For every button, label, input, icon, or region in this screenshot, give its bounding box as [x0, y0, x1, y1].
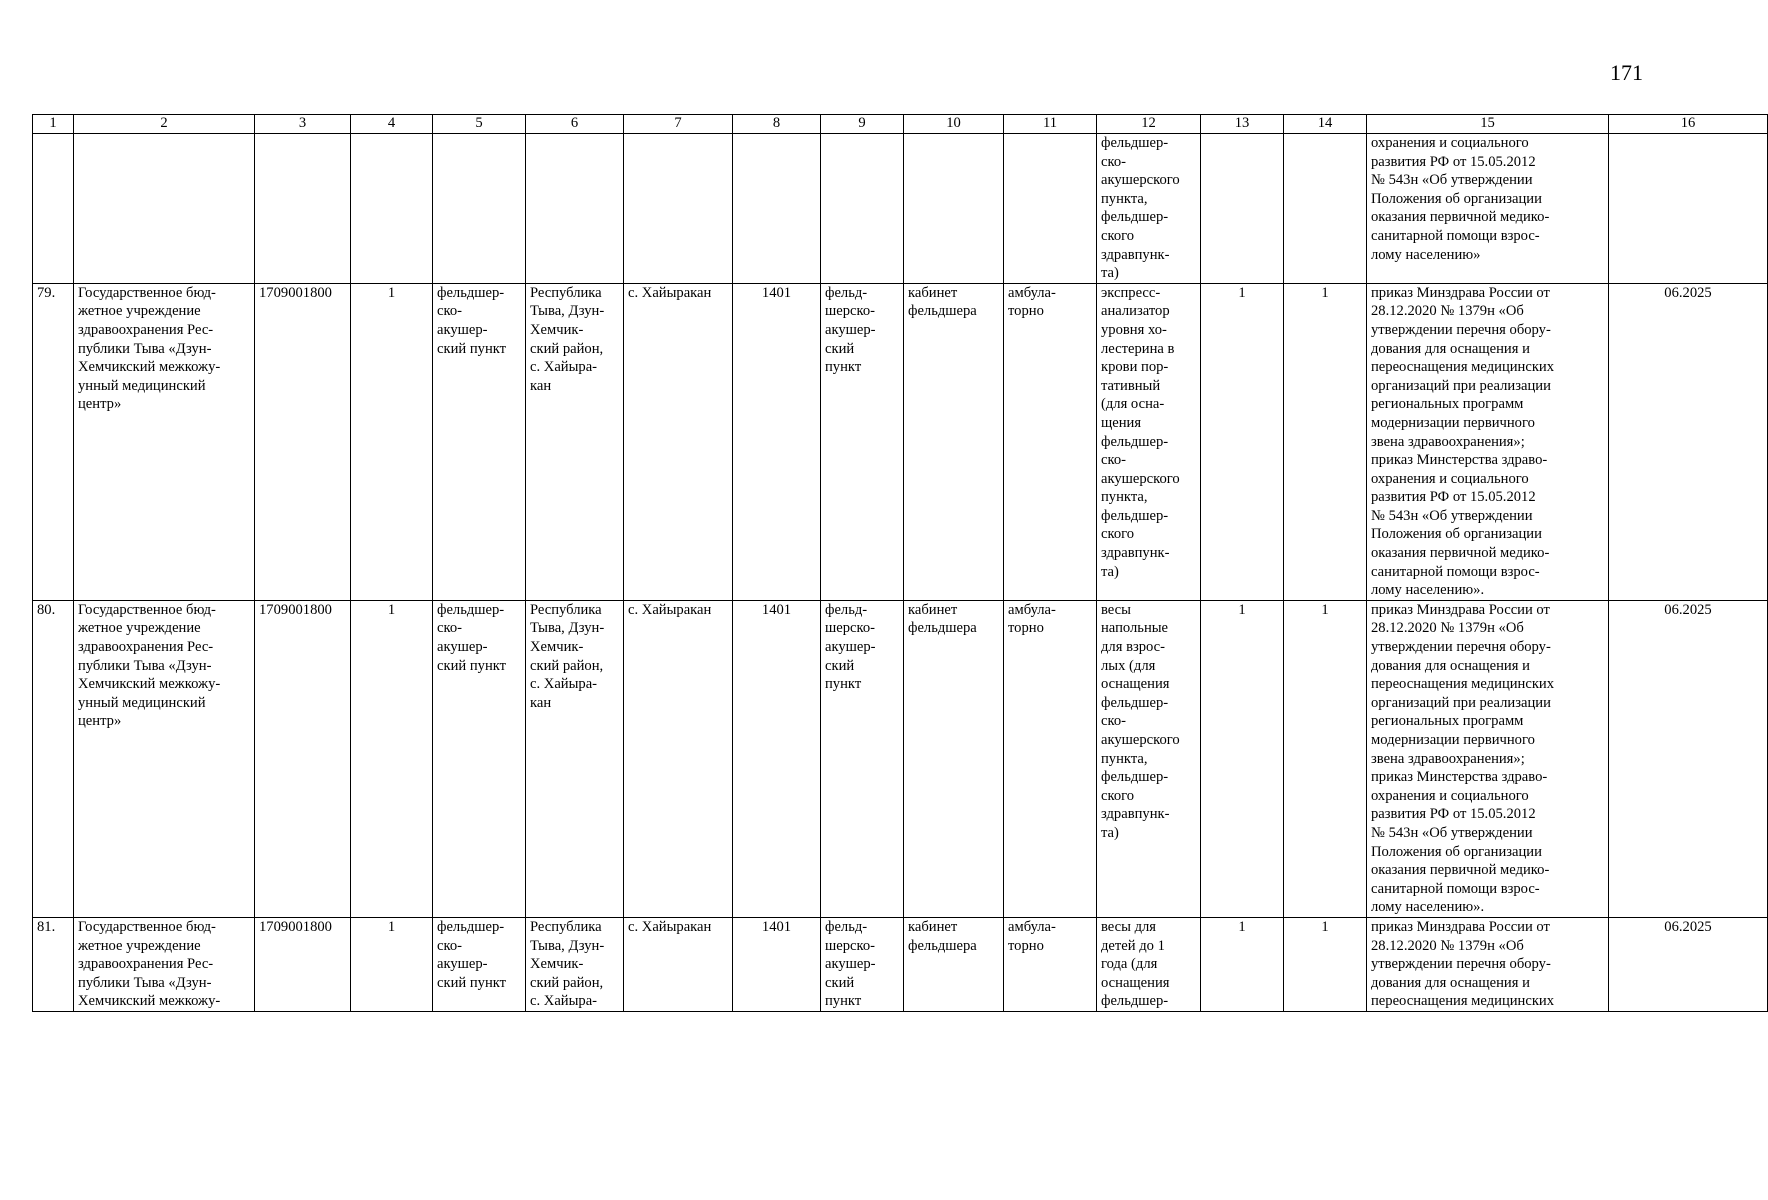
date-cell — [1609, 134, 1768, 284]
room-cell: кабинет фельдшера — [904, 917, 1004, 1011]
row-number-cell: 81. — [33, 917, 74, 1011]
equipment-cell: экспресс- анализатор уровня хо- лестерина в крови пор- тативный (для осна- щения фельдшер- ско- акушерского пункта, фельдшер- ского здравпунк- та) — [1097, 283, 1201, 600]
region-cell — [526, 134, 624, 284]
code-cell: 1401 — [733, 917, 821, 1011]
settlement-cell: с. Хайыракан — [624, 600, 733, 917]
room-cell: кабинет фельдшера — [904, 283, 1004, 600]
page-number: 171 — [1610, 60, 1643, 85]
room-cell: кабинет фельдшера — [904, 600, 1004, 917]
code-cell: 1401 — [733, 283, 821, 600]
mode-cell: амбула- торно — [1004, 917, 1097, 1011]
facility-cell: фельдшер- ско- акушер- ский пункт — [433, 600, 526, 917]
table-row-continued — [33, 134, 1768, 284]
equipment-cell: весы для детей до 1 года (для оснащения фельдшер- — [1097, 917, 1201, 1011]
region-cell: Республика Тыва, Дзун- Хемчик- ский район, с. Хайыра- — [526, 917, 624, 1011]
column-number-row — [33, 115, 1768, 134]
organization-cell: Государственное бюд- жетное учреждение здравоохранения Рес- публики Тыва «Дзун- Хемчикский межкожу- унный медицинский центр» — [74, 600, 255, 917]
count-cell: 1 — [351, 283, 433, 600]
code-cell — [733, 134, 821, 284]
inn-cell: 1709001800 — [255, 600, 351, 917]
facility-cell — [433, 134, 526, 284]
row-number-cell — [33, 134, 74, 284]
row-number-cell: 79. — [33, 283, 74, 600]
column-header: 8 — [733, 115, 821, 134]
column-header: 6 — [526, 115, 624, 134]
organization-cell: Государственное бюд- жетное учреждение здравоохранения Рес- публики Тыва «Дзун- Хемчикский межкожу- унный медицинский центр» — [74, 283, 255, 600]
basis-cell: охранения и социального развития РФ от 15.05.2012 № 543н «Об утверждении Положения об организации оказания первичной медико- санитарной помощи взрос- лому населению» — [1367, 134, 1609, 284]
column-header: 9 — [821, 115, 904, 134]
date-cell: 06.2025 — [1609, 283, 1768, 600]
column-header: 7 — [624, 115, 733, 134]
column-header: 11 — [1004, 115, 1097, 134]
settlement-cell: с. Хайыракан — [624, 283, 733, 600]
table-row — [33, 283, 1768, 600]
facility-cell: фельдшер- ско- акушер- ский пункт — [433, 917, 526, 1011]
quantity-13-cell: 1 — [1201, 917, 1284, 1011]
quantity-14-cell: 1 — [1284, 283, 1367, 600]
quantity-13-cell — [1201, 134, 1284, 284]
equipment-cell: фельдшер- ско- акушерского пункта, фельдшер- ского здравпунк- та) — [1097, 134, 1201, 284]
facility-type-cell: фельд- шерско- акушер- ский пункт — [821, 600, 904, 917]
count-cell: 1 — [351, 600, 433, 917]
column-header: 13 — [1201, 115, 1284, 134]
settlement-cell — [624, 134, 733, 284]
quantity-14-cell: 1 — [1284, 917, 1367, 1011]
region-cell: Республика Тыва, Дзун- Хемчик- ский район, с. Хайыра- кан — [526, 600, 624, 917]
inn-cell — [255, 134, 351, 284]
mode-cell: амбула- торно — [1004, 600, 1097, 917]
facility-type-cell — [821, 134, 904, 284]
basis-cell: приказ Минздрава России от 28.12.2020 № 1379н «Об утверждении перечня обору- дования для оснащения и переоснащения медицинских организаций при реализации региональных программ модернизации первичного звена здравоохранения»; приказ Минстерства здраво- охранения и социального развития РФ от 15.05.2012 № 543н «Об утверждении Положения об организации оказания первичной медико- санитарной помощи взрос- лому населению». — [1367, 600, 1609, 917]
region-cell: Республика Тыва, Дзун- Хемчик- ский район, с. Хайыра- кан — [526, 283, 624, 600]
inn-cell: 1709001800 — [255, 917, 351, 1011]
equipment-cell: весы напольные для взрос- лых (для оснащения фельдшер- ско- акушерского пункта, фельдшер- ского здравпунк- та) — [1097, 600, 1201, 917]
table-row — [33, 917, 1768, 1011]
table-row — [33, 600, 1768, 917]
room-cell — [904, 134, 1004, 284]
column-header: 16 — [1609, 115, 1768, 134]
date-cell: 06.2025 — [1609, 917, 1768, 1011]
facility-cell: фельдшер- ско- акушер- ский пункт — [433, 283, 526, 600]
column-header: 3 — [255, 115, 351, 134]
basis-cell: приказ Минздрава России от 28.12.2020 № 1379н «Об утверждении перечня обору- дования для оснащения и переоснащения медицинских организаций при реализации региональных программ модернизации первичного звена здравоохранения»; приказ Минстерства здраво- охранения и социального развития РФ от 15.05.2012 № 543н «Об утверждении Положения об организации оказания первичной медико- санитарной помощи взрос- лому населению». — [1367, 283, 1609, 600]
column-header: 15 — [1367, 115, 1609, 134]
column-header: 4 — [351, 115, 433, 134]
mode-cell — [1004, 134, 1097, 284]
quantity-13-cell: 1 — [1201, 600, 1284, 917]
quantity-14-cell — [1284, 134, 1367, 284]
facility-type-cell: фельд- шерско- акушер- ский пункт — [821, 283, 904, 600]
organization-cell: Государственное бюд- жетное учреждение здравоохранения Рес- публики Тыва «Дзун- Хемчикский межкожу- — [74, 917, 255, 1011]
count-cell — [351, 134, 433, 284]
facility-type-cell: фельд- шерско- акушер- ский пункт — [821, 917, 904, 1011]
count-cell: 1 — [351, 917, 433, 1011]
registry-table — [32, 114, 1768, 1012]
column-header: 1 — [33, 115, 74, 134]
organization-cell — [74, 134, 255, 284]
row-number-cell: 80. — [33, 600, 74, 917]
inn-cell: 1709001800 — [255, 283, 351, 600]
basis-cell: приказ Минздрава России от 28.12.2020 № 1379н «Об утверждении перечня обору- дования для оснащения и переоснащения медицинских — [1367, 917, 1609, 1011]
date-cell: 06.2025 — [1609, 600, 1768, 917]
settlement-cell: с. Хайыракан — [624, 917, 733, 1011]
mode-cell: амбула- торно — [1004, 283, 1097, 600]
column-header: 10 — [904, 115, 1004, 134]
column-header: 14 — [1284, 115, 1367, 134]
code-cell: 1401 — [733, 600, 821, 917]
column-header: 5 — [433, 115, 526, 134]
quantity-14-cell: 1 — [1284, 600, 1367, 917]
column-header: 12 — [1097, 115, 1201, 134]
column-header: 2 — [74, 115, 255, 134]
quantity-13-cell: 1 — [1201, 283, 1284, 600]
